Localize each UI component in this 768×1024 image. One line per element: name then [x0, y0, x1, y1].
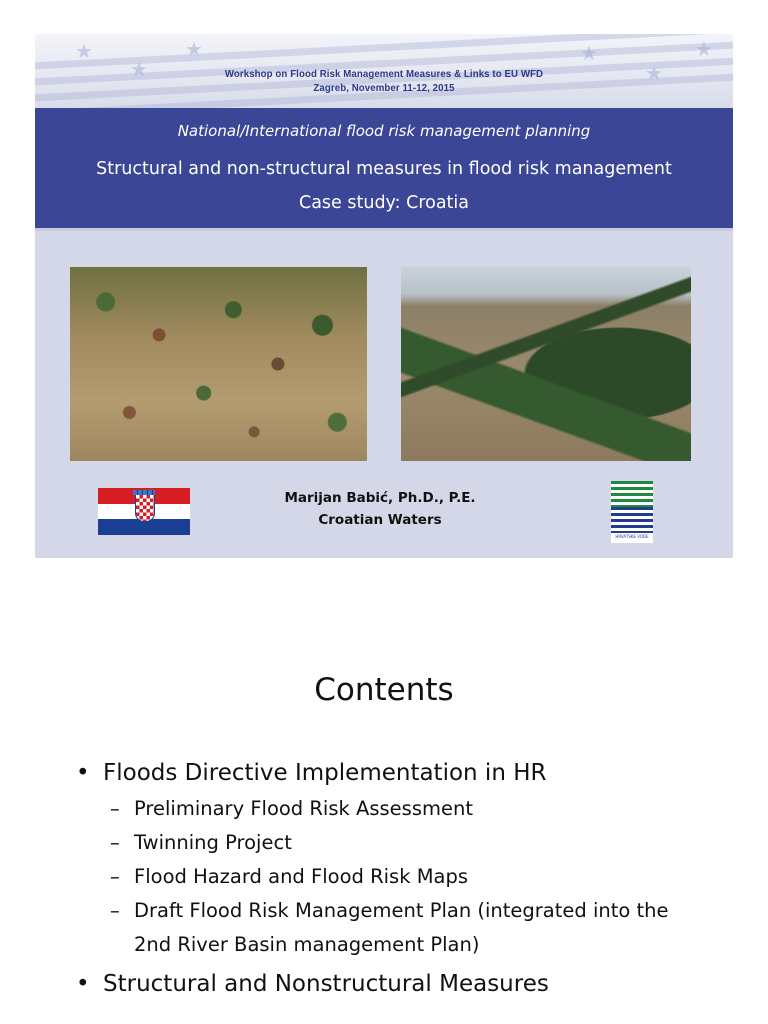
header-banner [35, 34, 733, 108]
logo-caption: HRVATSKE VODE [615, 534, 649, 539]
bullet-item: • Structural and Nonstructural Measures [76, 965, 736, 1003]
sub-bullet-text: Flood Hazard and Flood Risk Maps [134, 865, 469, 888]
star-icon: ★ [580, 43, 598, 65]
dash-marker: – [110, 865, 120, 888]
sub-bullet-item [76, 792, 736, 826]
contents-list [76, 754, 736, 1003]
sub-bullet-text: Preliminary Flood Risk Assessment [134, 797, 473, 820]
contents-title: Contents [314, 672, 454, 708]
author-organization: Croatian Waters [318, 512, 442, 528]
sub-bullet-text: Draft Flood Risk Management Plan (integrated into the 2nd River Basin management Plan) [134, 899, 669, 956]
coat-of-arms-crown-icon [133, 490, 155, 495]
workshop-date: Zagreb, November 11-12, 2015 [313, 82, 455, 94]
star-icon: ★ [695, 39, 713, 61]
author-name: Marijan Babić, Ph.D., P.E. [284, 490, 476, 506]
slide-subtitle: National/International flood risk management planning [177, 122, 591, 140]
star-icon: ★ [185, 39, 203, 61]
star-icon: ★ [645, 63, 663, 85]
bullet-item: • Floods Directive Implementation in HR [76, 754, 736, 792]
coat-of-arms-icon [135, 494, 155, 522]
slide-title [35, 152, 733, 220]
flooded-town-photo [70, 267, 367, 461]
slide-title-line-2: Case study: Croatia [298, 193, 470, 213]
flooded-river-photo [401, 267, 691, 461]
logo-blue-waves [611, 507, 653, 533]
croatian-waters-logo [611, 481, 653, 543]
dash-marker: – [110, 899, 120, 922]
star-icon: ★ [75, 41, 93, 63]
author-block [225, 487, 535, 531]
sub-bullet-item [76, 894, 694, 962]
dash-marker: – [110, 797, 120, 820]
workshop-name: Workshop on Flood Risk Management Measures & Links to EU WFD [224, 68, 544, 80]
workshop-caption [63, 67, 705, 95]
croatia-flag-icon [98, 488, 190, 535]
star-icon: ★ [130, 59, 148, 81]
title-slide [35, 34, 733, 558]
title-band [35, 108, 733, 231]
sub-bullet-item [76, 860, 736, 894]
sub-bullet-text: Twinning Project [134, 831, 292, 854]
slide-title-line-1: Structural and non-structural measures in flood risk management [96, 159, 672, 179]
sub-bullet-item [76, 826, 736, 860]
dash-marker: – [110, 831, 120, 854]
